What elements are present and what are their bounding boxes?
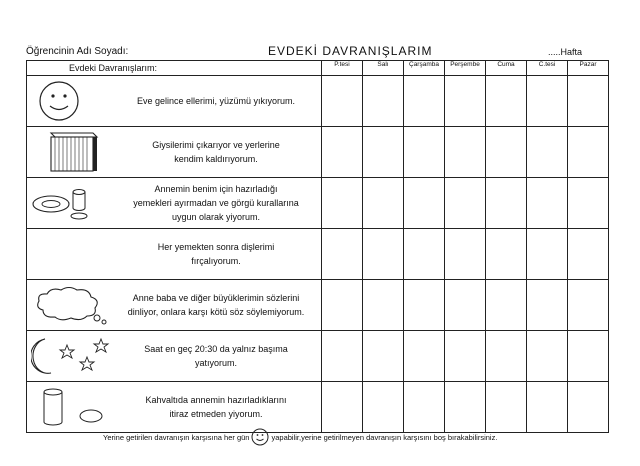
behavior-cell (27, 229, 322, 280)
check-cell[interactable] (486, 229, 527, 280)
instructions-before: Yerine getirilen davranışın karşısına her gün (103, 432, 250, 442)
smiley-face-icon (31, 80, 113, 122)
check-cell[interactable] (486, 331, 527, 382)
check-cell[interactable] (363, 178, 404, 229)
check-cell[interactable] (568, 280, 609, 331)
smiley-face-icon (251, 428, 269, 446)
check-cell[interactable] (486, 178, 527, 229)
check-cell[interactable] (404, 178, 445, 229)
behaviors-column-header: Evdeki Davranışlarım: (27, 61, 322, 76)
check-cell[interactable] (486, 382, 527, 433)
check-cell[interactable] (486, 127, 527, 178)
check-cell[interactable] (363, 229, 404, 280)
behavior-row (27, 229, 609, 280)
check-cell[interactable] (322, 382, 363, 433)
behavior-row (27, 280, 609, 331)
check-cell[interactable] (527, 280, 568, 331)
check-cell[interactable] (363, 280, 404, 331)
check-cell[interactable] (527, 127, 568, 178)
day-header-tuesday: Salı (363, 61, 404, 76)
day-header-saturday: C.tesi (527, 61, 568, 76)
behavior-text: Giysilerimi çıkarıyor ve yerlerine kendim kaldırıyorum. (152, 140, 280, 164)
check-cell[interactable] (322, 331, 363, 382)
speech-cloud-icon (31, 284, 113, 326)
check-cell[interactable] (322, 76, 363, 127)
check-cell[interactable] (404, 127, 445, 178)
check-cell[interactable] (486, 280, 527, 331)
behavior-row (27, 331, 609, 382)
check-cell[interactable] (322, 178, 363, 229)
check-cell[interactable] (445, 382, 486, 433)
check-cell[interactable] (404, 76, 445, 127)
check-cell[interactable] (527, 229, 568, 280)
day-header-sunday: Pazar (568, 61, 609, 76)
student-name-label: Öğrencinin Adı Soyadı: (26, 46, 129, 57)
check-cell[interactable] (404, 382, 445, 433)
behavior-row (27, 382, 609, 433)
check-cell[interactable] (363, 76, 404, 127)
behavior-text: Kahvaltıda annemin hazırladıklarını itiraz etmeden yiyorum. (145, 395, 287, 419)
behavior-cell (27, 280, 322, 331)
instructions-after: yapabilir,yerine getirilmeyen davranışın karşısını boş bırakabilirsiniz. (271, 432, 498, 442)
check-cell[interactable] (527, 76, 568, 127)
day-header-thursday: Perşembe (445, 61, 486, 76)
behavior-text: Her yemekten sonra dişlerimi fırçalıyorum. (157, 242, 275, 266)
check-cell[interactable] (568, 127, 609, 178)
behavior-cell (27, 76, 322, 127)
behavior-text: Annemin benim için hazırladığı yemekleri ayırmadan ve görgü kurallarına uygun olarak yiyorum. (133, 184, 299, 222)
header-row (27, 61, 609, 76)
check-cell[interactable] (445, 76, 486, 127)
behavior-cell (27, 178, 322, 229)
check-cell[interactable] (322, 229, 363, 280)
week-label: .....Hafta (547, 47, 582, 57)
behavior-row (27, 127, 609, 178)
behavior-cell (27, 127, 322, 178)
check-cell[interactable] (445, 127, 486, 178)
check-cell[interactable] (568, 229, 609, 280)
check-cell[interactable] (322, 127, 363, 178)
check-cell[interactable] (404, 280, 445, 331)
behavior-cell (27, 331, 322, 382)
behavior-text: Eve gelince ellerimi, yüzümü yıkıyorum. (136, 96, 296, 106)
check-cell[interactable] (568, 382, 609, 433)
plate-and-glass-icon (31, 182, 113, 224)
behavior-cell (27, 382, 322, 433)
behavior-text: Anne baba ve diğer büyüklerimin sözlerini dinliyor, onlara karşı kötü söz söylemiyorum. (127, 293, 305, 317)
check-cell[interactable] (568, 76, 609, 127)
check-cell[interactable] (445, 229, 486, 280)
check-cell[interactable] (445, 331, 486, 382)
check-cell[interactable] (404, 229, 445, 280)
behavior-text: Saat en geç 20:30 da yalnız başıma yatıyorum. (144, 344, 288, 368)
check-cell[interactable] (322, 280, 363, 331)
cup-and-plate-icon (31, 386, 113, 428)
check-cell[interactable] (527, 178, 568, 229)
behavior-row (27, 178, 609, 229)
check-cell[interactable] (404, 331, 445, 382)
instructions (103, 428, 623, 446)
check-cell[interactable] (527, 382, 568, 433)
day-header-monday: P.tesi (322, 61, 363, 76)
check-cell[interactable] (527, 331, 568, 382)
check-cell[interactable] (363, 127, 404, 178)
behavior-chart (26, 60, 609, 433)
moon-and-stars-icon (31, 335, 113, 377)
day-header-wednesday: Çarşamba (404, 61, 445, 76)
worksheet-header (26, 44, 616, 60)
page-title: EVDEKİ DAVRANIŞLARIM (268, 44, 433, 58)
wardrobe-icon (31, 131, 113, 173)
day-header-friday: Cuma (486, 61, 527, 76)
check-cell[interactable] (363, 331, 404, 382)
check-cell[interactable] (363, 382, 404, 433)
behavior-row (27, 76, 609, 127)
check-cell[interactable] (486, 76, 527, 127)
check-cell[interactable] (568, 331, 609, 382)
check-cell[interactable] (568, 178, 609, 229)
check-cell[interactable] (445, 178, 486, 229)
check-cell[interactable] (445, 280, 486, 331)
